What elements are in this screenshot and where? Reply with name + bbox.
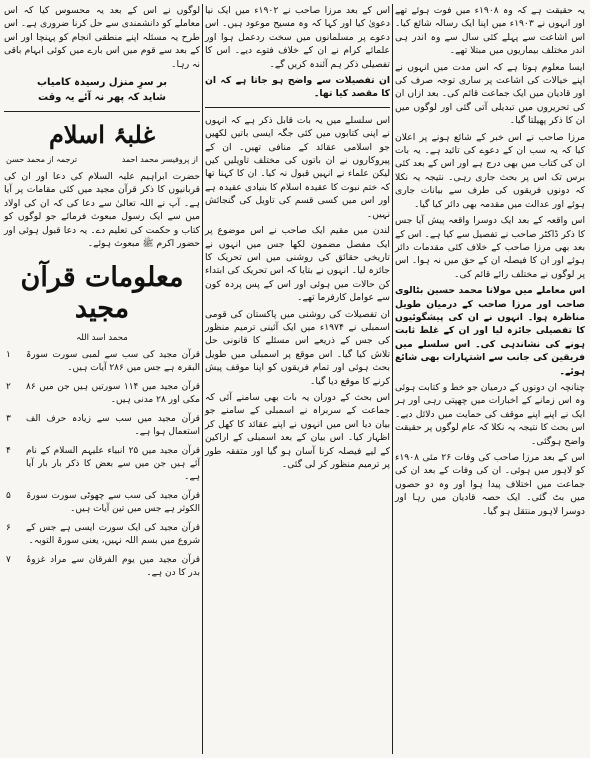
right-paragraph: اس کے بعد مرزا صاحب کی وفات ۲۶ مئی ۱۹۰۸ء کو لاہور میں ہوئی۔ ان کی وفات کے بعد ان کی جماعت میں اختلاف پیدا ہوا اور وہ دو حصوں میں بٹ گئی۔ ایک حصہ قادیان میں رہا اور دوسرا لاہور منتقل ہو گیا۔ <box>395 452 585 517</box>
couplet-line: بر سرِ منزل رسیدہ کامیاب <box>36 77 168 89</box>
list-item <box>4 381 200 407</box>
middle-paragraph: لندن میں مقیم ایک صاحب نے اس موضوع پر ایک مفصل مضمون لکھا جس میں انہوں نے تاریخی حقائق کی روشنی میں اس تحریک کا جائزہ لیا۔ انہوں نے بتایا کہ اس تحریک کی ابتداء کن حالات میں ہوئی اور اس کے پس پردہ کون سے عوامل کارفرما تھے۔ <box>205 225 390 304</box>
quran-facts-list <box>4 349 200 580</box>
right-paragraph: چنانچہ ان دونوں کے درمیان جو خط و کتابت ہوئی وہ اس زمانے کے اخبارات میں چھپتی رہی اور ہر ایک نے اپنے اپنے موقف کی حمایت میں دلائل دیے۔ اس بحث کا نتیجہ یہ نکلا کہ عام لوگوں پر حقیقت واضح ہوگئی۔ <box>395 381 585 447</box>
couplet <box>4 75 200 105</box>
item-text: قرآن مجید میں یوم الفرقان سے مراد غزوۂ بدر کا دن ہے۔ <box>26 555 200 579</box>
column-divider <box>392 4 393 754</box>
item-text: قرآن مجید کی سب سے لمبی سورت سورۃ البقرہ ہے جس میں ۲۸۶ آیات ہیں۔ <box>26 350 200 374</box>
list-item <box>4 554 200 580</box>
item-number: ۲ <box>6 382 11 393</box>
maloomat-heading: معلومات قرآن مجید <box>20 262 184 325</box>
right-paragraph: اس معاملے میں مولانا محمد حسین بٹالوی صاحب اور مرزا صاحب کے درمیان طویل مناظرہ ہوا۔ انہوں نے ان کی پیشگوئیوں کا تفصیلی جائزہ لیا اور ان کے غلط ثابت ہونے کی نشاندہی کی۔ اس سلسلے میں فریقین کی جانب سے اشتہارات بھی شائع ہوئے۔ <box>395 285 585 377</box>
item-number: ۶ <box>6 523 11 534</box>
byline-author: از پروفیسر محمد احمد <box>121 155 198 165</box>
item-text: قرآن مجید کی ایک سورت ایسی ہے جس کے شروع میں بسم اللہ نہیں، یعنی سورۃ التوبہ۔ <box>26 523 200 547</box>
list-item <box>4 522 200 548</box>
middle-paragraph: اس سلسلے میں یہ بات قابل ذکر ہے کہ انہوں نے اپنی کتابوں میں کئی جگہ ایسی باتیں لکھیں جو اسلامی عقائد کے منافی تھیں۔ ان کے پیروکاروں نے ان باتوں کی مختلف تاویلیں کیں لیکن علماء نے انہیں قبول نہ کیا۔ ان کا کہنا تھا کہ ختم نبوت کا عقیدہ اسلام کا بنیادی عقیدہ ہے اور اس میں کسی قسم کی تاویل کی گنجائش نہیں۔ <box>205 114 390 220</box>
right-paragraph: ایسا معلوم ہوتا ہے کہ اس مدت میں انہوں نے اپنے خیالات کی اشاعت پر ساری توجہ صرف کی اور قادیان میں ایک جماعت قائم کی۔ بعد ازاں ان کی تحریروں میں تبدیلی آتی گئی اور لوگوں میں ان کا ذکر پھیلتا گیا۔ <box>395 61 585 127</box>
ghalib-byline <box>6 155 198 164</box>
middle-paragraph: ان تفصیلات کی روشنی میں پاکستان کی قومی اسمبلی نے ۱۹۷۴ء میں ایک آئینی ترمیم منظور کی جس کے ذریعے اس مسئلے کا قانونی حل تلاش کیا گیا۔ اس موقع پر اسمبلی میں طویل بحث ہوئی اور تمام فریقوں کو اپنا موقف پیش کرنے کا موقع دیا گیا۔ <box>205 308 390 387</box>
item-number: ۴ <box>6 446 11 457</box>
ghalib-heading: غلبۂ اسلام <box>48 120 156 150</box>
couplet-line: شاید کہ پھر نہ آئے یہ وقت <box>38 92 166 104</box>
right-column <box>395 4 585 521</box>
item-text: قرآن مجید میں ۱۱۴ سورتیں ہیں جن میں ۸۶ مکی اور ۲۸ مدنی ہیں۔ <box>26 382 200 406</box>
byline-translator: ترجمہ از محمد حسن <box>6 155 78 165</box>
maloomat-author: محمد اسد اللہ <box>76 333 128 344</box>
right-paragraph: مرزا صاحب نے اس خبر کے شائع ہونے پر اعلان کیا کہ یہ سب ان کے دعوے کی تائید ہے۔ یہ بات ان کی کتاب میں بھی درج ہے اور اس کے بعد کئی برس تک اس پر بحث جاری رہی۔ نتیجہ یہ نکلا کہ دونوں فریقوں کی طرف سے بیانات جاری ہوئے اور عدالت میں مقدمہ بھی دائر کیا گیا۔ <box>395 131 585 210</box>
item-text: قرآن مجید میں ۲۵ انبیاء علیہم السلام کے نام آئے ہیں جن میں سے بعض کا ذکر بار بار آیا ہے۔ <box>26 446 201 483</box>
list-item <box>4 349 200 375</box>
item-text: قرآن مجید کی سب سے چھوٹی سورت سورۃ الکوثر ہے جس میں تین آیات ہیں۔ <box>26 491 200 515</box>
middle-paragraph: ان تفصیلات سے واضح ہو جاتا ہے کہ ان کا مقصد کیا تھا۔ <box>205 75 390 100</box>
item-number: ۵ <box>6 491 11 502</box>
left-intro: لوگوں نے اس کے بعد یہ محسوس کیا کہ اس معاملے کو دانشمندی سے حل کرنا ضروری ہے۔ اس طرح یہ مسئلہ اپنے منطقی انجام کو پہنچا اور اس کے بعد سے قوم میں اس بارے میں کوئی ابہام باقی نہ رہا۔ <box>4 5 200 70</box>
list-item <box>4 490 200 516</box>
section-divider <box>4 111 200 112</box>
left-column <box>4 4 200 586</box>
column-divider <box>202 4 203 754</box>
list-item <box>4 413 200 439</box>
right-paragraph: یہ حقیقت ہے کہ وہ ۱۹۰۸ء میں فوت ہوئے تھے اور انہوں نے ۱۹۰۳ء میں اپنا ایک رسالہ شائع کیا۔ اس اشاعت سے پہلے کئی سال سے وہ اندر ہی اندر مختلف بیماریوں میں مبتلا تھے۔ <box>395 5 585 57</box>
item-number: ۳ <box>6 414 11 425</box>
item-text: قرآن مجید میں سب سے زیادہ حرف الف استعمال ہوا ہے۔ <box>26 414 200 438</box>
middle-paragraph: اس بحث کے دوران یہ بات بھی سامنے آئی کہ جماعت کے سربراہ نے اسمبلی کے سامنے جو بیان دیا اس میں انہوں نے اپنے عقائد کا کھل کر اظہار کیا۔ اس بیان کے بعد اسمبلی کے اراکین کے لیے فیصلہ کرنا آسان ہو گیا اور متفقہ طور پر ترمیم منظور کر لی گئی۔ <box>205 391 390 470</box>
section-divider <box>205 107 390 108</box>
right-paragraph: اس واقعہ کے بعد ایک دوسرا واقعہ پیش آیا جس کا ذکر ڈاکٹر صاحب نے تفصیل سے کیا ہے۔ اس کے بعد بھی مرزا صاحب کے خلاف کئی مقدمات دائر ہوئے اور ان کا فیصلہ ان کے حق میں نہ ہوا۔ اس پر لوگوں نے مختلف رائے قائم کی۔ <box>395 215 585 280</box>
item-number: ۱ <box>6 350 11 361</box>
middle-column <box>205 4 390 474</box>
middle-paragraph: اس کے بعد مرزا صاحب نے ۱۹۰۲ء میں ایک نیا دعویٰ کیا اور کہا کہ وہ مسیح موعود ہیں۔ اس دعوے پر مسلمانوں میں سخت ردعمل ہوا اور علمائے کرام نے ان کے خلاف فتوے دیے۔ اس کا تفصیلی ذکر ہم آئندہ کریں گے۔ <box>205 5 390 70</box>
ghalib-body: حضرت ابراہیم علیہ السلام کی دعا اور ان کی قربانیوں کا ذکر قرآن مجید میں کئی مقامات پر آیا ہے۔ آپ نے اللہ تعالیٰ سے دعا کی کہ ان کی اولاد میں سے ایک رسول مبعوث فرمائے جو لوگوں کو کتاب و حکمت کی تعلیم دے۔ یہ دعا قبول ہوئی اور حضور اکرم ﷺ مبعوث ہوئے۔ <box>4 171 200 250</box>
list-item <box>4 445 200 484</box>
item-number: ۷ <box>6 555 11 566</box>
